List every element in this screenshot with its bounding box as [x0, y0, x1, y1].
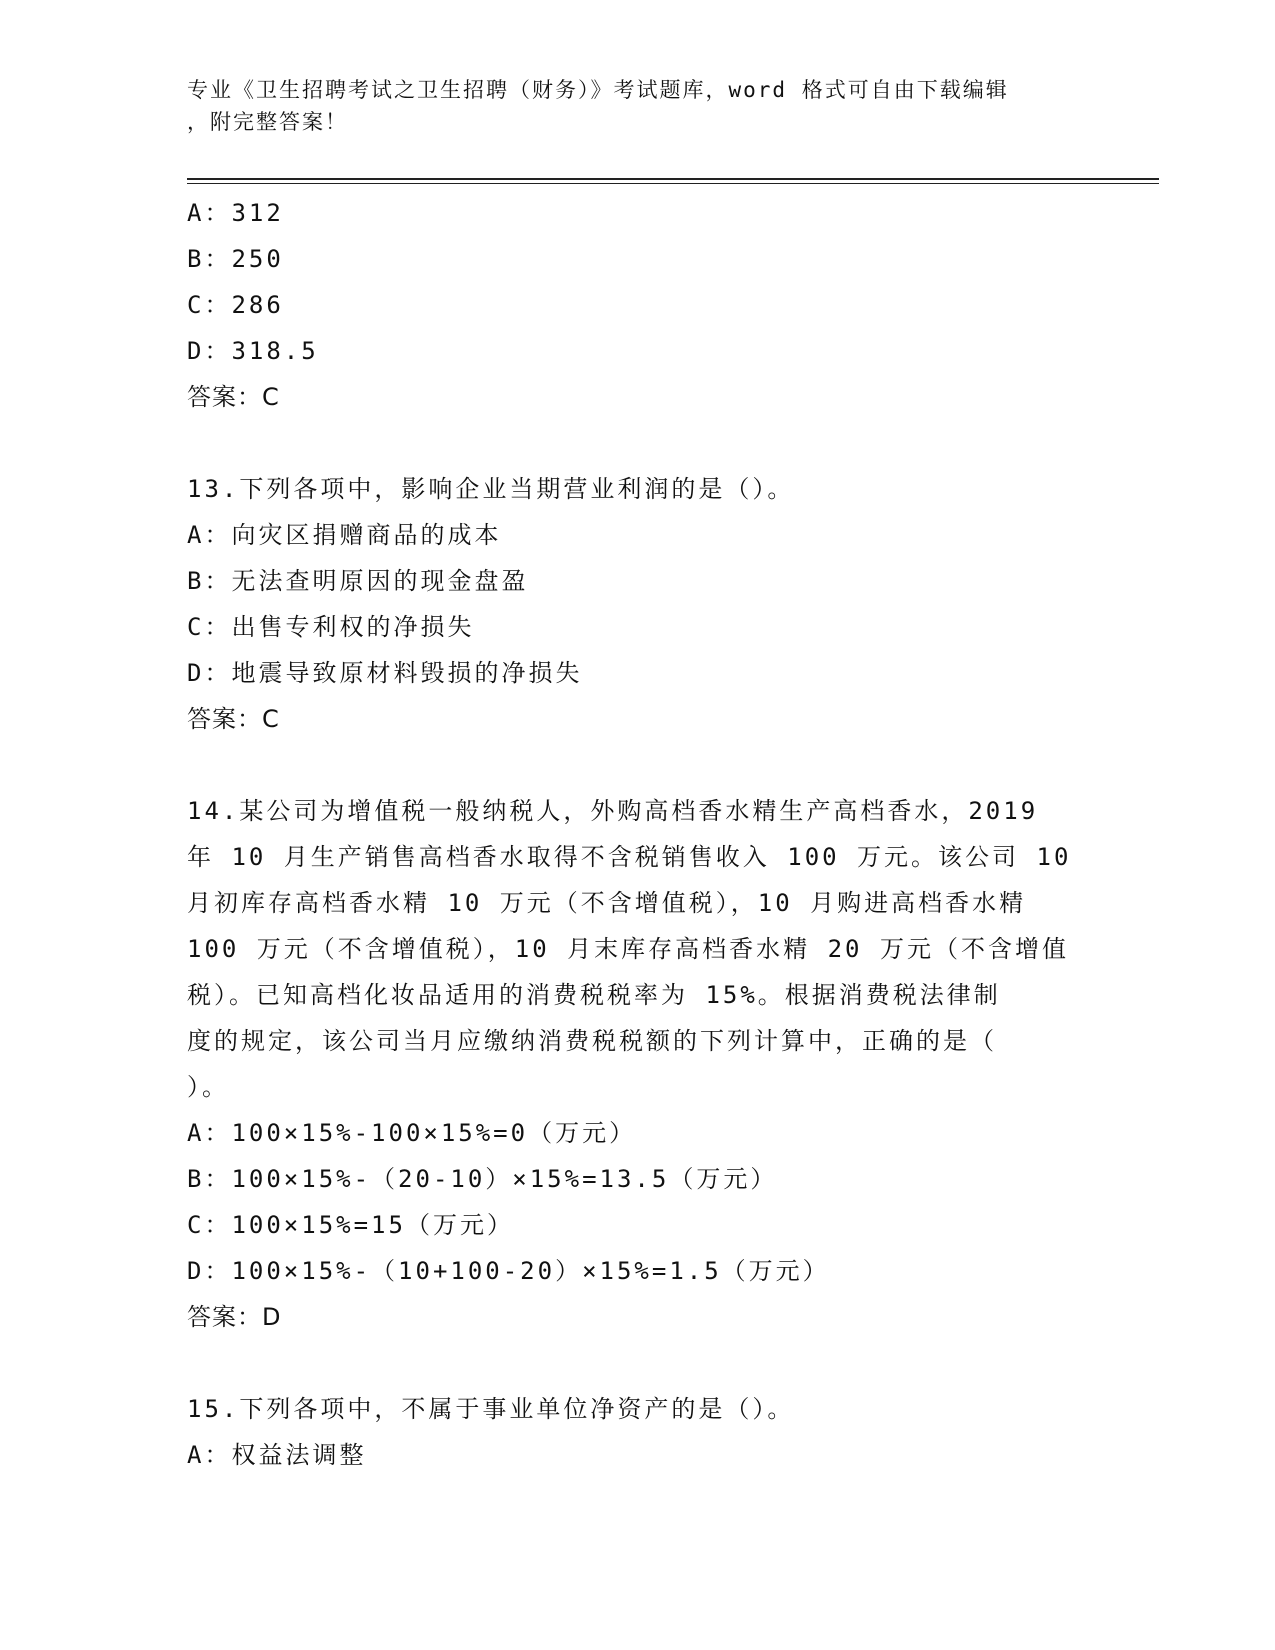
answer-label: 答案：C — [187, 383, 280, 411]
question-text-line: 14.某公司为增值税一般纳税人，外购高档香水精生产高档香水，2019 — [187, 797, 1039, 825]
question-15 — [187, 1386, 1087, 1478]
question-text-line: 年 10 月生产销售高档香水取得不含税销售收入 100 万元。该公司 10 — [187, 843, 1072, 871]
option-c: C：出售专利权的净损失 — [187, 613, 475, 641]
question-list — [187, 190, 1087, 1478]
option-a: A：100×15%-100×15%=0（万元） — [187, 1119, 637, 1147]
spacer — [187, 742, 1087, 788]
question-text-line: 度的规定，该公司当月应缴纳消费税税额的下列计算中，正确的是（ — [187, 1027, 997, 1055]
question-text: 13.下列各项中，影响企业当期营业利润的是（）。 — [187, 475, 795, 503]
question-text-line: 税）。已知高档化妆品适用的消费税税率为 15%。根据消费税法律制 — [187, 981, 1001, 1009]
question-13 — [187, 466, 1087, 742]
header-divider-thick — [187, 178, 1159, 180]
option-b: B：100×15%-（20-10）×15%=13.5（万元） — [187, 1165, 778, 1193]
question-text-line: 100 万元（不含增值税），10 月末库存高档香水精 20 万元（不含增值 — [187, 935, 1069, 963]
option-c: C：100×15%=15（万元） — [187, 1211, 514, 1239]
question-12 — [187, 190, 1087, 420]
spacer — [187, 1340, 1087, 1386]
question-text-line: ）。 — [187, 1073, 229, 1101]
answer-label: 答案：C — [187, 705, 280, 733]
option-d: D：地震导致原材料毁损的净损失 — [187, 659, 583, 687]
option-b: B：无法查明原因的现金盘盈 — [187, 567, 529, 595]
question-text-line: 月初库存高档香水精 10 万元（不含增值税），10 月购进高档香水精 — [187, 889, 1027, 917]
header-line-1: 专业《卫生招聘考试之卫生招聘（财务）》考试题库，word 格式可自由下载编辑 — [187, 78, 1009, 102]
header-divider-thin — [187, 183, 1159, 184]
option-a: A：权益法调整 — [187, 1441, 367, 1469]
option-d: D：318.5 — [187, 337, 319, 365]
option-b: B：250 — [187, 245, 284, 273]
option-c: C：286 — [187, 291, 284, 319]
option-a: A：向灾区捐赠商品的成本 — [187, 521, 502, 549]
question-text: 15.下列各项中，不属于事业单位净资产的是（）。 — [187, 1395, 795, 1423]
question-14 — [187, 788, 1087, 1340]
option-a: A：312 — [187, 199, 284, 227]
document-header — [187, 74, 1087, 138]
option-d: D：100×15%-（10+100-20）×15%=1.5（万元） — [187, 1257, 830, 1285]
header-line-2: ，附完整答案！ — [187, 110, 348, 134]
spacer — [187, 420, 1087, 466]
answer-label: 答案：D — [187, 1303, 282, 1331]
